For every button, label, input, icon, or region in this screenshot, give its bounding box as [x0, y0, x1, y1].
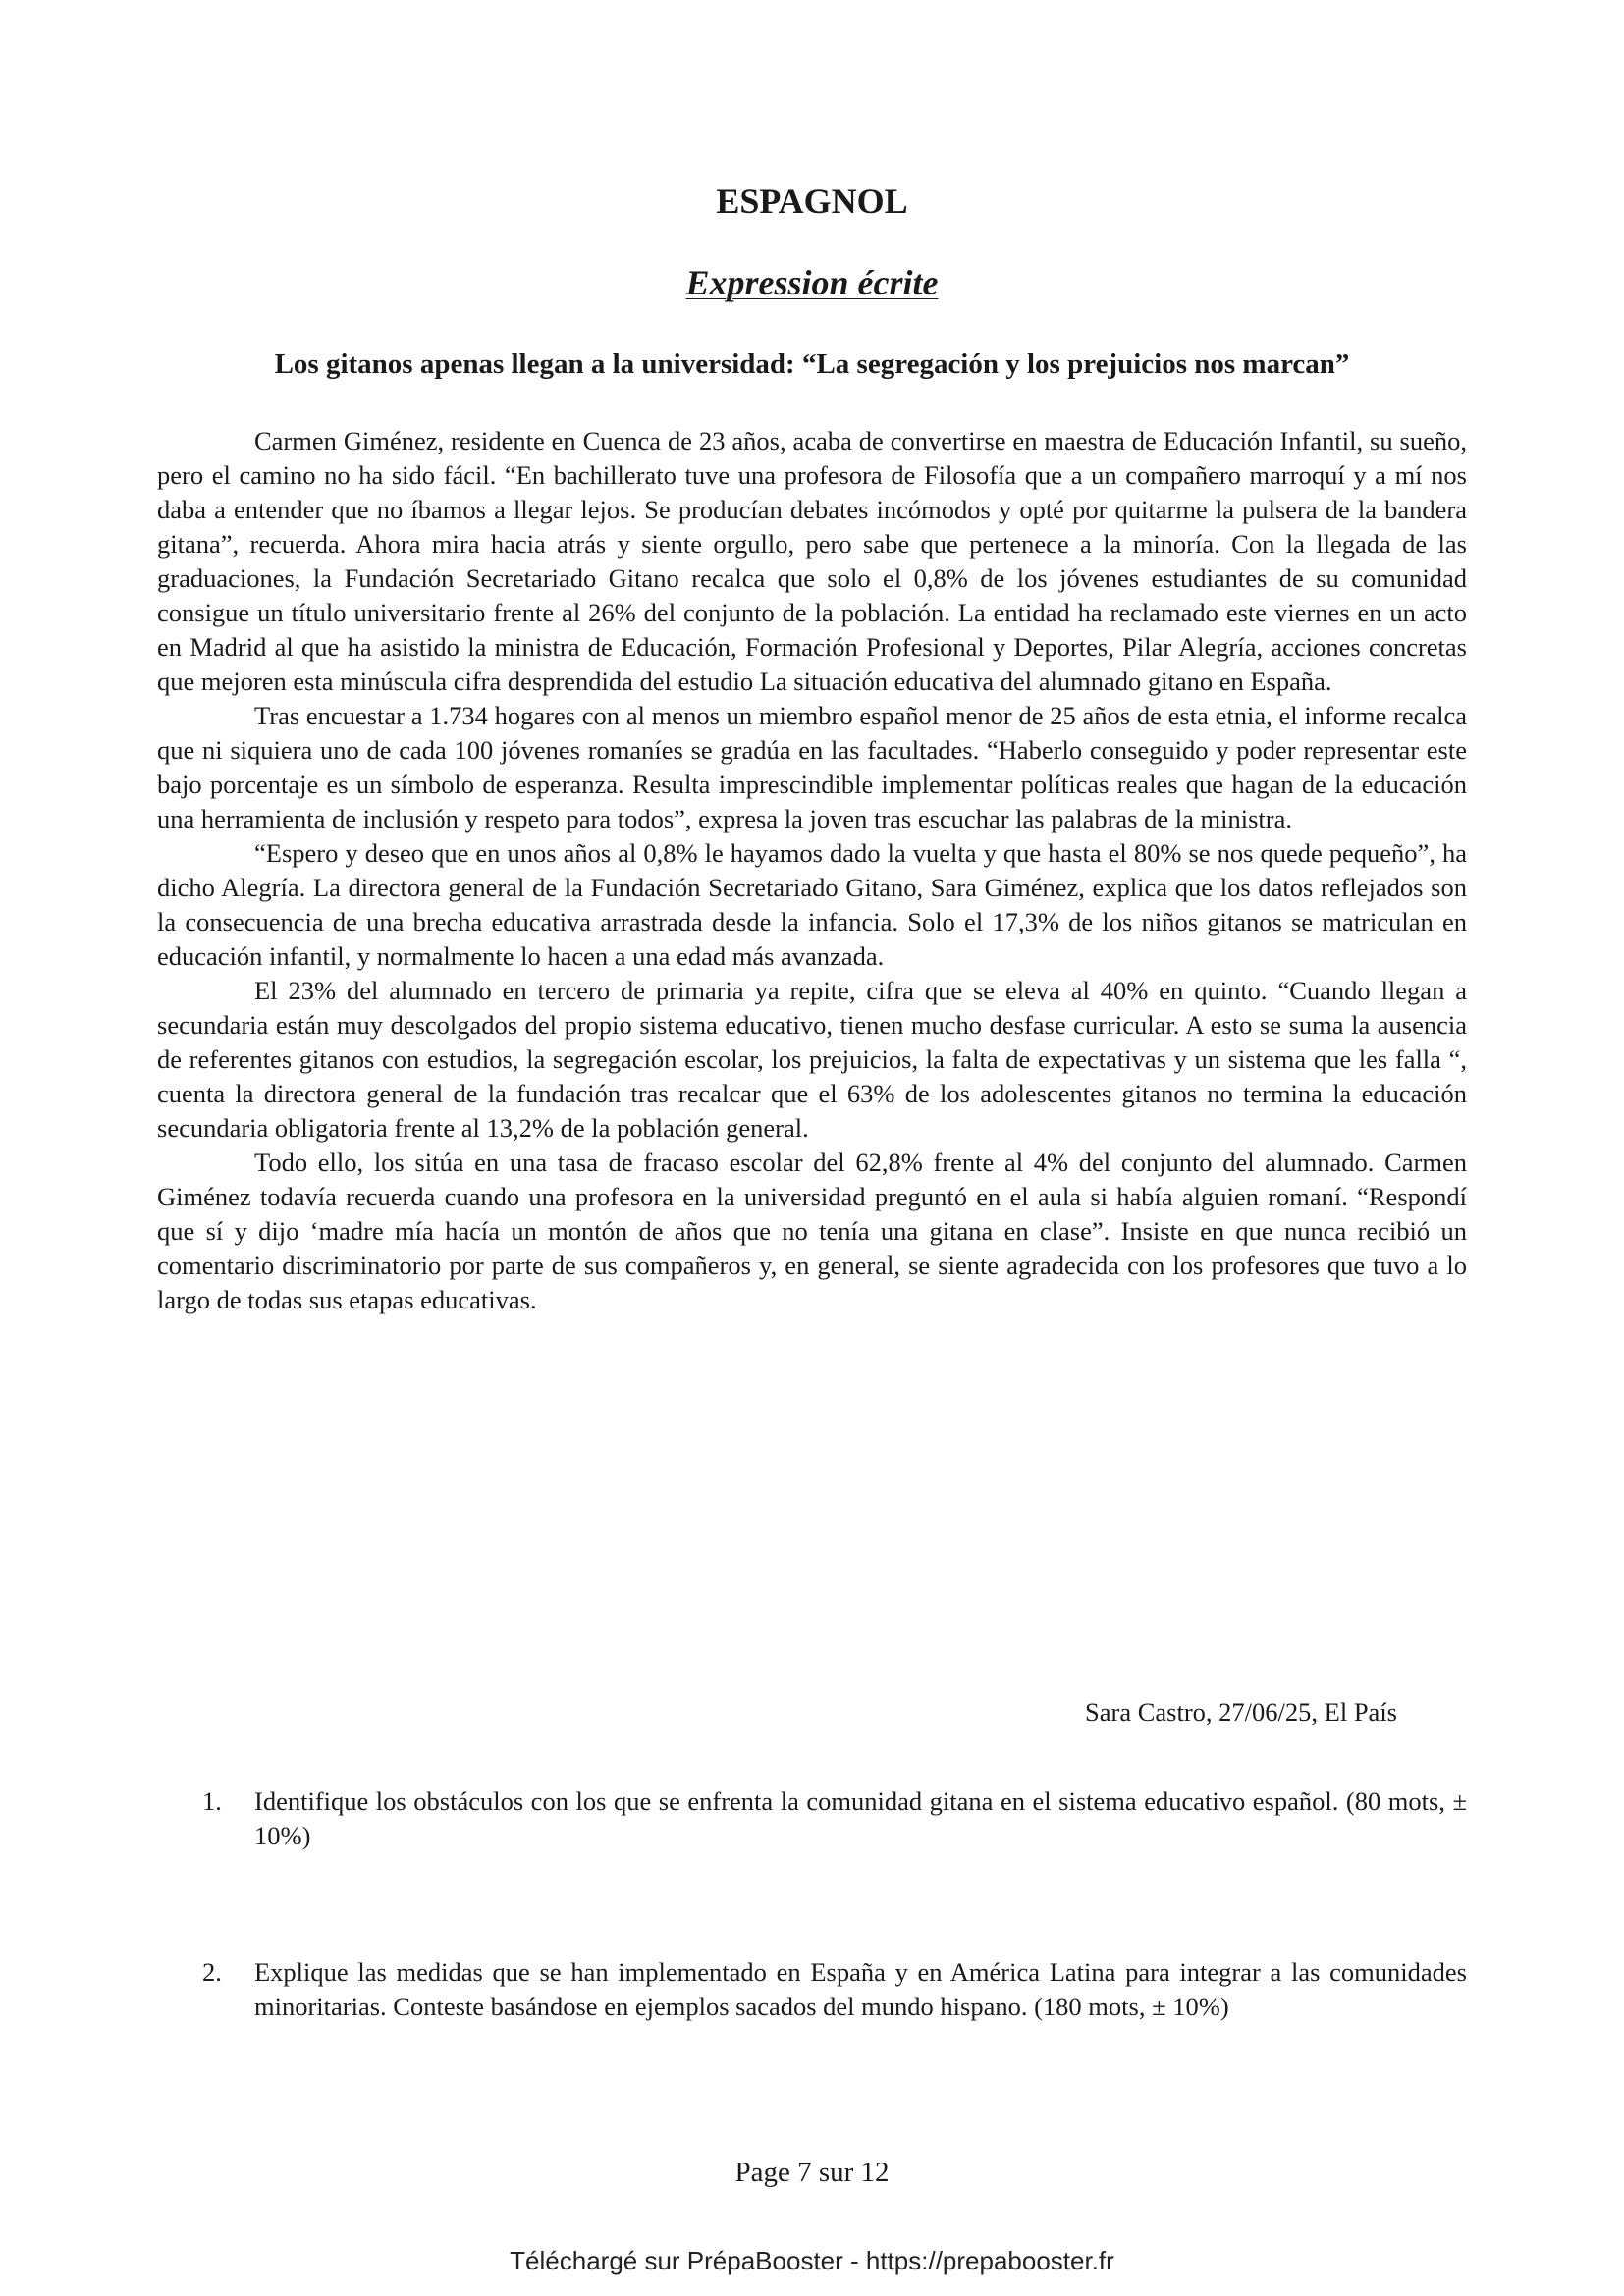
- question-item: [157, 1955, 1467, 2024]
- question-list: [157, 1785, 1467, 2024]
- section-title: Expression écrite: [685, 263, 939, 302]
- question-text: Identifique los obstáculos con los que se enfrenta la comunidad gitana en el sistema educativo español. (80 mots, ± 10%): [254, 1787, 1467, 1850]
- download-footer: Téléchargé sur PrépaBooster - https://prepabooster.fr: [510, 2246, 1114, 2275]
- article-body: [157, 424, 1467, 1317]
- question-text: Explique las medidas que se han implementado en España y en América Latina para integrar a las comunidades minoritarias. Conteste basándose en ejemplos sacados del mundo hispano. (180 mots, ± 10%): [254, 1957, 1467, 2021]
- page-number: Page 7 sur 12: [734, 2157, 890, 2188]
- article-paragraph: “Espero y deseo que en unos años al 0,8% le hayamos dado la vuelta y que hasta el 80% se nos quede pequeño”, ha dicho Alegría. La directora general de la Fundación Secretariado Gitano, Sara Giménez, explica que los datos reflejados son la consecuencia de una brecha educativa arrastrada desde la infancia. Solo el 17,3% de los niños gitanos se matriculan en educación infantil, y normalmente lo hacen a una edad más avanzada.: [157, 838, 1467, 971]
- article-paragraph: Tras encuestar a 1.734 hogares con al menos un miembro español menor de 25 años de esta etnia, el informe recalca que ni siquiera uno de cada 100 jóvenes romaníes se gradúa en las facultades. “Haberlo conseguido y poder representar este bajo porcentaje es un símbolo de esperanza. Resulta imprescindible implementar políticas reales que hagan de la educación una herramienta de inclusión y respeto para todos”, expresa la joven tras escuchar las palabras de la ministra.: [157, 701, 1467, 833]
- question-number: 1.: [202, 1787, 222, 1816]
- article-title: Los gitanos apenas llegan a la universidad: “La segregación y los prejuicios nos marcan”: [274, 348, 1350, 380]
- question-number: 2.: [202, 1957, 222, 1987]
- article-paragraph: Todo ello, los sitúa en una tasa de fracaso escolar del 62,8% frente al 4% del conjunto del alumnado. Carmen Giménez todavía recuerda cuando una profesora en la universidad preguntó en el aula si había alguien romaní. “Respondí que sí y dijo ‘madre mía hacía un montón de años que no tenía una gitana en clase”. Insiste en que nunca recibió un comentario discriminatorio por parte de sus compañeros y, en general, se siente agradecida con los profesores que tuvo a lo largo de todas sus etapas educativas.: [157, 1148, 1467, 1314]
- article-signature: Sara Castro, 27/06/25, El País: [1085, 1697, 1397, 1727]
- subject-title: ESPAGNOL: [716, 182, 908, 221]
- article-paragraph: Carmen Giménez, residente en Cuenca de 23 años, acaba de convertirse en maestra de Educación Infantil, su sueño, pero el camino no ha sido fácil. “En bachillerato tuve una profesora de Filosofía que a un compañero marroquí y a mí nos daba a entender que no íbamos a llegar lejos. Se producían debates incómodos y opté por quitarme la pulsera de la bandera gitana”, recuerda. Ahora mira hacia atrás y siente orgullo, pero sabe que pertenece a la minoría. Con la llegada de las graduaciones, la Fundación Secretariado Gitano recalca que solo el 0,8% de los jóvenes estudiantes de su comunidad consigue un título universitario frente al 26% del conjunto de la población. La entidad ha reclamado este viernes en un acto en Madrid al que ha asistido la ministra de Educación, Formación Profesional y Deportes, Pilar Alegría, acciones concretas que mejoren esta minúscula cifra desprendida del estudio La situación educativa del alumnado gitano en España.: [157, 426, 1467, 696]
- article-paragraph: El 23% del alumnado en tercero de primaria ya repite, cifra que se eleva al 40% en quinto. “Cuando llegan a secundaria están muy descolgados del propio sistema educativo, tienen mucho desfase curricular. A esto se suma la ausencia de referentes gitanos con estudios, la segregación escolar, los prejuicios, la falta de expectativas y un sistema que les falla “, cuenta la directora general de la fundación tras recalcar que el 63% de los adolescentes gitanos no termina la educación secundaria obligatoria frente al 13,2% de la población general.: [157, 976, 1467, 1143]
- question-item: [157, 1785, 1467, 1853]
